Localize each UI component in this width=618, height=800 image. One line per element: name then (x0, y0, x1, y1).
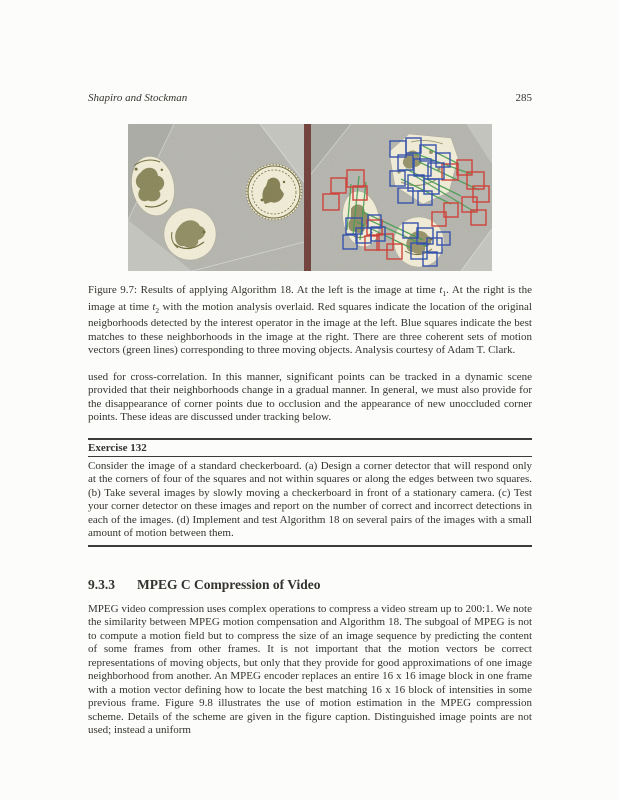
section-title: MPEG C Compression of Video (137, 576, 321, 592)
paragraph-mpeg: MPEG video compression uses complex operations to compress a video stream up to 200:1. We note the similarity between MPEG motion compensation and Algorithm 18. The subgoal of MPEG is not to compute a motion field but to compress the size of an image sequence by predicting the content of some frames from other frames. It is not important that the motion vectors be correct representations of moving objects, but only that they provide for good approximations of one image neighborhood from another. An MPEG encoder replaces an entire 16 x 16 image block in one frame with a motion vector defining how to locate the best matching 16 x 16 block of intensities in some previous frame. Figure 9.8 illustrates the use of motion estimation in the MPEG compression scheme. Details of the scheme are given in the figure caption. Distinguished image points are not used; instead a uniform (88, 602, 532, 737)
figure-caption (88, 284, 532, 358)
caption-t2: t (152, 300, 156, 313)
page-number: 285 (515, 92, 532, 104)
caption-t1: t (439, 284, 443, 296)
running-title: Shapiro and Stockman (88, 92, 188, 104)
caption-t1-sub: 1 (442, 289, 447, 299)
caption-t2-sub: 2 (155, 305, 160, 315)
photo-grain-texture (128, 124, 492, 271)
exercise-box (88, 438, 532, 547)
section-heading (88, 577, 532, 593)
caption-part3: with the motion analysis overlaid. Red squares indicate the location of the original neigborhoods detected by the interest operator in the image at the left. Blue squares indicate the best matches to these neighborhoods in the image at the right. There are three coherent sets of motion vectors (green lines) corresponding to three moving objects. Analysis courtesy of Adam T. Clark. (88, 300, 532, 357)
page-header (88, 92, 532, 104)
exercise-body: Consider the image of a standard checkerboard. (a) Design a corner detector that will respond only at the corners of four of the squares and not within squares or along the edges between two squares. (b) Take several images by slowly moving a checkerboard in front of a stationary camera. (c) Test your corner detector on these images and report on the number of correct and incorrect detections in each of the images. (d) Implement and test Algorithm 18 on several pairs of the images with a small amount of motion between them. (88, 459, 532, 540)
paragraph-tracking: used for cross-correlation. In this manner, significant points can be tracked in a dynamic scene provided that their neighborhoods change in a gradual manner. In general, we must also provide for the disappearance of corner points due to occlusion and the appearance of new unoccluded corner points. These ideas are discussed under tracking below. (88, 370, 532, 424)
exercise-title: Exercise 132 (88, 440, 532, 457)
caption-part2: . At the right is the image at time (88, 284, 532, 313)
section-number: 9.3.3 (88, 576, 115, 592)
figure-9-7-image (128, 124, 492, 271)
caption-part1: Figure 9.7: Results of applying Algorithm 18. At the left is the image at time (88, 284, 440, 296)
